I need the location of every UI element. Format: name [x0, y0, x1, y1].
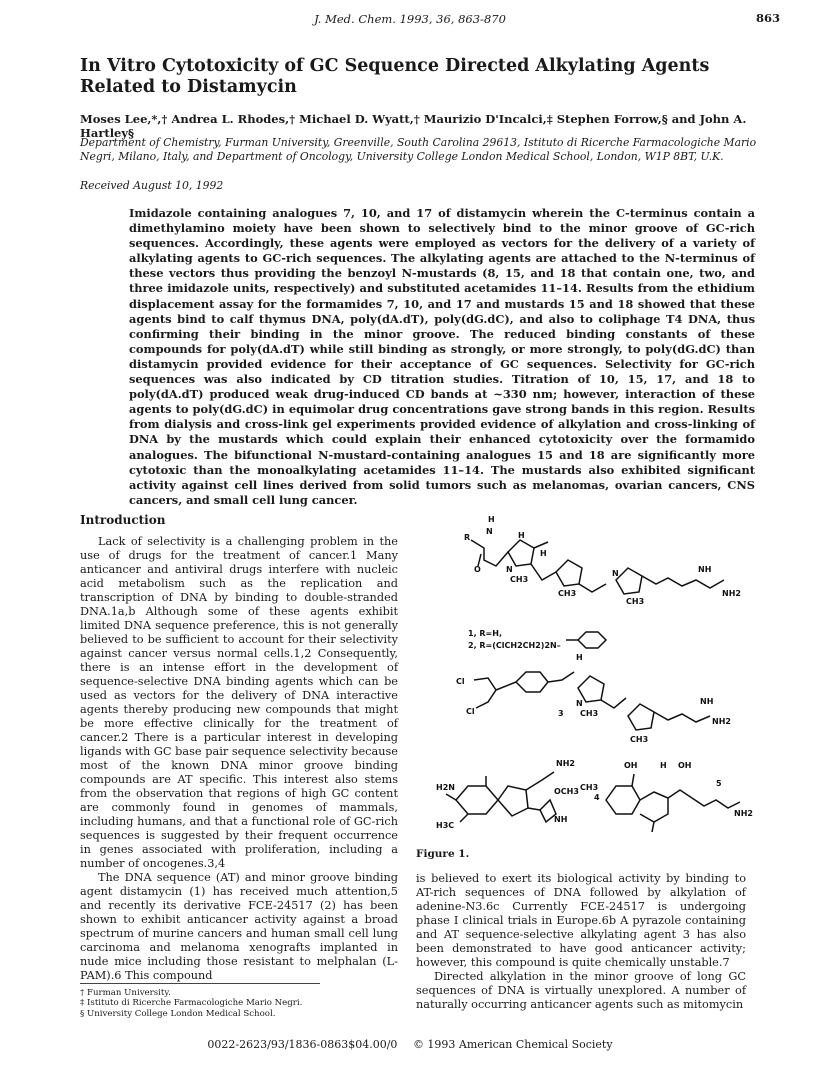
page-footer — [0, 1038, 820, 1051]
figure-1 — [416, 510, 756, 845]
label: H2N — [436, 783, 455, 792]
label: OH — [678, 761, 692, 770]
copyright: © 1993 American Chemical Society — [412, 1038, 613, 1051]
label: 4 — [594, 793, 600, 802]
footnote: ‡ Istituto di Ricerche Farmacologiche Mario Negri. — [80, 998, 303, 1009]
page-number: 863 — [755, 11, 780, 25]
label: H — [660, 761, 667, 770]
label: 3 — [558, 709, 564, 718]
label: CH3 — [580, 709, 599, 718]
label: 2, R=(ClCH2CH2)2N– — [468, 641, 561, 650]
label: NH — [554, 815, 568, 824]
label: NH2 — [712, 717, 731, 726]
chemical-structures — [416, 510, 756, 845]
label: CH3 — [630, 735, 649, 744]
journal-citation: J. Med. Chem. 1993, 36, 863-870 — [314, 12, 506, 26]
label: 5 — [716, 779, 722, 788]
label: N — [486, 527, 493, 536]
label: R — [464, 533, 471, 542]
label: OH — [624, 761, 638, 770]
paragraph: The DNA sequence (AT) and minor groove binding agent distamycin (1) has received much attention,5 and recently its derivative FCE-24517 (2) has been shown to exhibit anticancer activity against a broad spectrum of murine cancers and human small cell lung carcinoma and melanoma xenografts implanted in nude mice including those resistant to melphalan (L-PAM).6 This compound — [80, 871, 398, 982]
left-column — [80, 513, 398, 983]
label: NH2 — [722, 589, 741, 598]
article-code: 0022-2623/93/1836-0863$04.00/0 — [207, 1038, 398, 1051]
label: Cl — [456, 677, 465, 686]
label: N — [506, 565, 513, 574]
label: NH — [700, 697, 714, 706]
label: NH2 — [556, 759, 575, 768]
label: Cl — [466, 707, 475, 716]
received-date: Received August 10, 1992 — [80, 179, 224, 192]
paragraph: Directed alkylation in the minor groove of long GC sequences of DNA is virtually unexplored. A number of naturally occurring anticancer agents such as mitomycin — [416, 970, 746, 1011]
label: NH2 — [734, 809, 753, 818]
label: NH — [698, 565, 712, 574]
footnotes — [80, 983, 320, 1019]
affiliations: Department of Chemistry, Furman University, Greenville, South Carolina 29613, Istituto di Ricerche Farmacologiche Mario Negri, Milano, Italy, and Department of Oncology, University College London Medical School, London, W1P 8BT, U.K. — [80, 136, 757, 163]
right-column — [416, 872, 746, 1012]
label: H — [576, 653, 583, 662]
author-list: Moses Lee,*,† Andrea L. Rhodes,† Michael D. Wyatt,† Maurizio D'Incalci,‡ Stephen Forrow,§ and John A. Hartley§ — [80, 112, 747, 140]
label: H — [540, 549, 547, 558]
paragraph: Lack of selectivity is a challenging problem in the use of drugs for the treatment of cancer.1 Many anticancer and antiviral drugs interfere with nucleic acid metabolism such as the replication and transcription of DNA by binding to double-stranded DNA.1a,b Although some of these agents exhibit limited DNA sequence preference, this is not generally believed to be sufficient to account for their selectivity against cancer versus normal cells.1,2 Consequently, there is an intense effort in the development of sequence-selective DNA binding agents which can be used as vectors for the delivery of DNA interactive agents thereby producing new compounds that might be more effective clinically for the treatment of cancer.2 There is a particular interest in developing ligands with GC base pair sequence selectivity because most of the known DNA minor groove binding compounds are AT specific. This interest also stems from the observation that regions of high GC content are commonly found in genomes of mammals, including humans, and that a functional role of GC-rich sequences is suggested by their frequent occurrence in genes associated with proliferation, including a number of oncogenes.3,4 — [80, 535, 398, 870]
section-heading: Introduction — [80, 513, 166, 527]
footnote: § University College London Medical School. — [80, 1008, 276, 1019]
label: CH3 — [558, 589, 577, 598]
label: CH3 — [510, 575, 529, 584]
abstract: Imidazole containing analogues 7, 10, and 17 of distamycin wherein the C-terminus contain a dimethylamino moiety have been shown to selectively bind to the minor groove of GC-rich sequences. Accordingly, these agents were employed as vectors for the delivery of a variety of alkylating agents to GC-rich sequences. The alkylating agents are attached to the N-terminus of these vectors thus providing the benzoyl N-mustards (8, 15, and 18 that contain one, two, and three imidazole units, respectively) and substituted acetamides 11–14. Results from the ethidium displacement assay for the formamides 7, 10, and 17 and mustards 15 and 18 showed that these agents bind to calf thymus DNA, poly(dA.dT), poly(dG.dC), and also to coliphage T4 DNA, thus confirming their binding in the minor groove. The reduced binding constants of these compounds for poly(dA.dT) while still binding as strongly, or more strongly, to poly(dG.dC) than distamycin provided evidence for their acceptance of GC sequences. Selectivity for GC-rich sequences was also indicated by CD titration studies. Titration of 10, 15, 17, and 18 to poly(dA.dT) produced weak drug-induced CD bands at ~330 nm; however, interaction of these agents to poly(dG.dC) in equimolar drug concentrations gave strong bands in this region. Results from dialysis and cross-link gel experiments provided evidence of alkylation and cross-linking of DNA by the mustards which could explain their enhanced cytotoxicity over the formamido analogues. The bifunctional N-mustard-containing analogues 15 and 18 are significantly more cytotoxic than the monoalkylating acetamides 11–14. The mustards also exhibited significant activity against cell lines derived from solid tumors such as melanomas, ovarian cancers, CNS cancers, and small cell lung cancer. — [129, 206, 755, 507]
article-title: In Vitro Cytotoxicity of GC Sequence Directed Alkylating Agents Related to Distamycin — [80, 56, 710, 97]
label: H — [488, 515, 495, 524]
figure-caption: Figure 1. — [416, 848, 470, 860]
label: 1, R=H, — [468, 629, 502, 638]
label: N — [576, 699, 583, 708]
footnote: † Furman University. — [80, 988, 171, 998]
label: O — [474, 565, 481, 574]
label: H3C — [436, 821, 455, 830]
label: CH3 — [626, 597, 645, 606]
paragraph: is believed to exert its biological activity by binding to AT-rich sequences of DNA followed by alkylation of adenine-N3.6c Currently FCE-24517 is undergoing phase I clinical trials in Europe.6b A pyrazole containing and AT sequence-selective alkylating agent 3 has also been demonstrated to have good anticancer activity; however, this compound is quite chemically unstable.7 — [416, 872, 746, 969]
label: H — [518, 531, 525, 540]
label: OCH3 — [554, 787, 579, 796]
label: N — [612, 569, 619, 578]
label: CH3 — [580, 783, 599, 792]
